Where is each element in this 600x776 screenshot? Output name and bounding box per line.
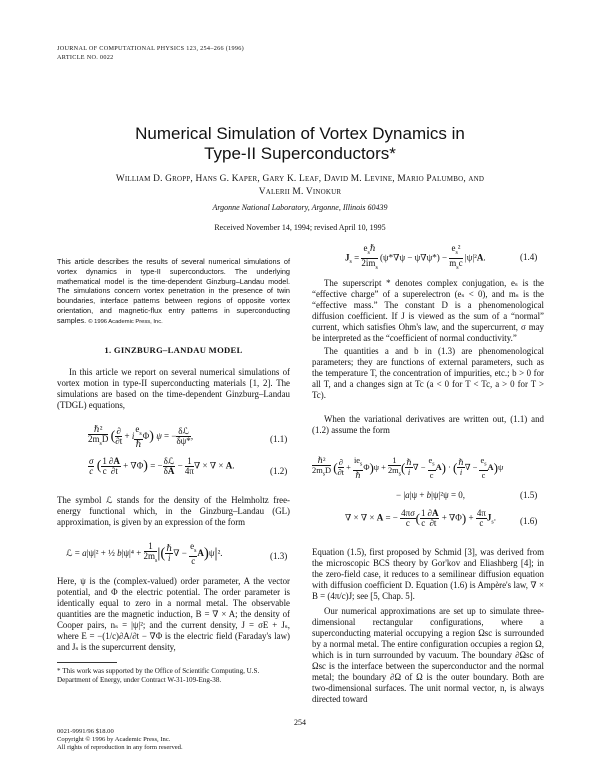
page-number: 254 [294, 718, 306, 727]
journal-header [57, 44, 244, 62]
left-paragraph-1: In this article we report on several numerical simulations of vortex motion in type-II superconducting materials [1, 2]. The simulations are based on the time-dependent Ginzburg–Landau (TDGL) equations, [57, 367, 290, 410]
right-paragraph-4: Equation (1.5), first proposed by Schmid [3], was derived from the microscopic BCS theory by Gor'kov and Eliashberg [4]; in the zero-field case, it reduces to a semilinear diffusion equation with diffusion coefficient D. Equation (1.6) is Ampère's law, ∇ × B = (4π/c)J; see [5, Chap. 5]. [312, 547, 544, 601]
article-number: ARTICLE NO. 0022 [57, 54, 114, 61]
title-line-1: Numerical Simulation of Vortex Dynamics in [135, 124, 465, 143]
equation-number-1-2: (1.2) [270, 466, 288, 476]
equation-1-4: $J_s$ = $\frac{e_s\hbar}{2im_s}$ (ψ*∇ψ − ψ∇ψ*) − $\frac{e_s^2}{m_sc}$ |ψ|²A. [345, 243, 486, 271]
title-line-2: Type-II Superconductors* [204, 144, 396, 163]
journal-line: JOURNAL OF COMPUTATIONAL PHYSICS 123, 254–266 (1996) [57, 45, 245, 52]
left-paragraph-2: The symbol ℒ stands for the density of the Helmholtz free-energy functional which, in the Ginzburg–Landau (GL) approximation, is given by an expression of the form [57, 495, 290, 527]
equation-number-1-4: (1.4) [520, 252, 538, 262]
affiliation: Argonne National Laboratory, Argonne, Illinois 60439 [212, 203, 388, 212]
copyright-line: Copyright © 1996 by Academic Press, Inc. [57, 736, 171, 743]
right-paragraph-1: The superscript * denotes complex conjugation, eₛ is the “effective charge” of a superelectron (eₛ < 0), and mₛ is the “effective mass.” The constant D is a phenomenological diffusion coefficient. If J is viewed as the sum of a “normal” current, which satisfies Ohm's law, and the supercurrent, σ may be interpreted as the “coefficient of normal conductivity.” [312, 278, 544, 343]
authors-line-2: Valerii M. Vinokur [258, 187, 342, 197]
footnote: * This work was supported by the Office of Scientific Computing, U.S. Department of Energy, under Contract W-31-109-Eng-38. [57, 667, 260, 684]
right-paragraph-3: When the variational derivatives are written out, (1.1) and (1.2) assume the form [312, 414, 544, 435]
section-heading: 1. GINZBURG–LANDAU MODEL [104, 345, 243, 355]
received-dates: Received November 14, 1994; revised April 10, 1995 [214, 223, 386, 232]
right-paragraph-2: The quantities a and b in (1.3) are phenomenological parameters; they are functions of external parameters, such as the temperature T, the concentration of impurities, etc.; b > 0 for all T, and a changes sign at Tc (a < 0 for T < Tc, a > 0 for T > Tc). [312, 346, 544, 400]
abstract-copyright: © 1996 Academic Press, Inc. [88, 318, 163, 325]
equation-number-1-1: (1.1) [270, 434, 288, 444]
left-paragraph-3: Here, ψ is the (complex-valued) order parameter, A the vector potential, and Φ the electric potential. The order parameter is identically equal to zero in a normal metal. The observable quantities are the magnetic induction, B = ∇ × A; the density of Cooper pairs, nₛ = |ψ|²; and the current density, J = σE + Jₛ, where E = −(1/c)∂A/∂t − ∇Φ is the electric field (Faraday's law) and Jₛ is the supercurrent density, [57, 576, 290, 652]
copyright-block [57, 728, 183, 752]
author-list [60, 173, 540, 199]
equation-1-3: ℒ = a|ψ|² + ½ b|ψ|⁴ + $\frac{1}{2m_s}$ |( $\frac{\text{ℏ}}{i}$ ∇ − $\frac{e_s}{c}$ A)ψ|². [66, 541, 223, 566]
paper-title [0, 124, 600, 164]
copyright-rights: All rights of reproduction in any form reserved. [57, 744, 183, 751]
equation-number-1-5: (1.5) [520, 490, 538, 500]
equation-1-5: $\frac{\text{ℏ²}}{2m_sD}$ ( $\frac{\partial}{\partial t}$ + $\frac{ie_s}{\text{ℏ}}$ Φ)ψ + $\frac{1}{2m_s}$ ( $\frac{\text{ℏ}}{i}$ ∇ − $\frac{e_s}{c}$ A) · ( $\frac{\text{ℏ}}{i}$ ∇ − $\frac{e_s}{c}$ A)ψ [312, 456, 504, 480]
abstract [57, 257, 290, 328]
equation-1-5-cont: − |a|ψ + b|ψ|²ψ = 0, [396, 490, 466, 500]
equation-number-1-6: (1.6) [520, 516, 538, 526]
equation-1-2: $\frac{\sigma}{c}$ ( $\frac{1}{c}$ $\frac{\partial A}{\partial t}$ + ∇Φ) = − $\frac{\text{δℒ}}{\delta A}$ − $\frac{1}{4\pi}$ ∇ × ∇ × A. [89, 456, 235, 476]
equation-number-1-3: (1.3) [270, 551, 288, 561]
right-paragraph-5: Our numerical approximations are set up to simulate three-dimensional rectangular configurations, where a superconducting material occupying a region Ωsc is surrounded by a normal metal. The entire configuration occupies a region Ω, which is in turn surrounded by vacuum. The boundary ∂Ωsc of Ωsc is the interface between the superconductor and the normal metal; the boundary ∂Ω of Ω is the outer boundary. Both are two-dimensional surfaces. The unit normal vector, n, is always directed toward [312, 606, 544, 704]
copyright-issn: 0021-9991/96 $18.00 [57, 728, 114, 735]
equation-1-6: ∇ × ∇ × A = − $\frac{4\pi\sigma}{c}$ ( $\frac{1}{c}$ $\frac{\partial A}{\partial t}$ + ∇Φ) + $\frac{4\pi}{c}$ $J_s$. [345, 508, 496, 528]
abstract-text: This article describes the results of several numerical simulations of vortex dynamics in type-II superconductors. The underlying mathematical model is the time-dependent Ginzburg–Landau model. The simulations concern vortex penetration in the presence of twin boundaries, interface patterns between regions of opposite vortex orientation, and magnetic-flux entry patterns in superconducting samples. [57, 257, 290, 325]
equation-1-1: $\frac{\text{ℏ²}}{2m_sD}$ ( $\frac{\partial}{\partial t}$ + i $\frac{e_s}{\text{ℏ}}$ Φ) ψ = − $\frac{\text{δℒ}}{\delta\psi*}$ , [88, 424, 194, 449]
footnote-rule [57, 662, 117, 663]
authors-line-1: William D. Gropp, Hans G. Kaper, Gary K. Leaf, David M. Levine, Mario Palumbo, and [115, 174, 485, 184]
